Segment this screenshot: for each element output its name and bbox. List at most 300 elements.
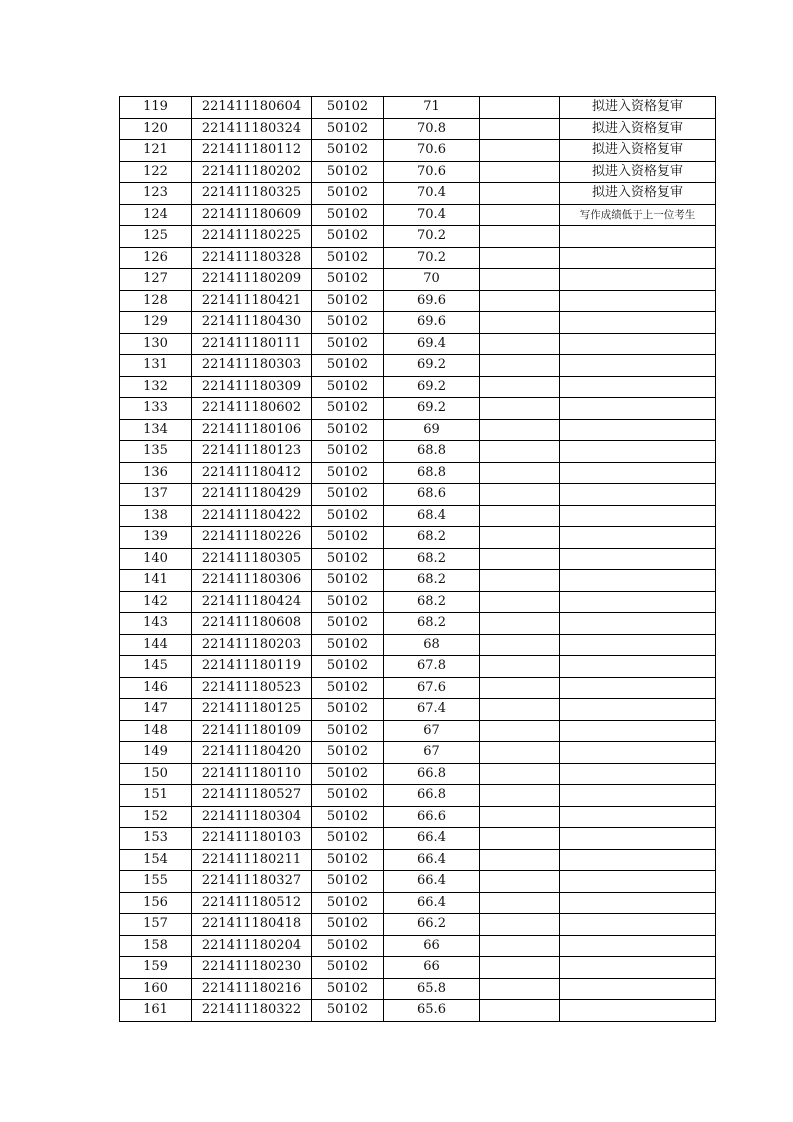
candidate-id-cell: 221411180527 [192,785,312,807]
rank-cell: 138 [120,505,192,527]
candidate-id-cell: 221411180430 [192,312,312,334]
rank-cell: 132 [120,376,192,398]
remark-cell [560,892,716,914]
remark-cell [560,398,716,420]
score-cell: 68 [384,634,480,656]
rank-cell: 152 [120,806,192,828]
blank-cell [480,204,560,226]
blank-cell [480,935,560,957]
candidate-id-cell: 221411180608 [192,613,312,635]
table-row [120,290,716,312]
remark-cell [560,806,716,828]
candidate-id-cell: 221411180421 [192,290,312,312]
table-row [120,570,716,592]
table-row [120,613,716,635]
position-code-cell: 50102 [312,935,384,957]
table-row [120,97,716,119]
candidate-id-cell: 221411180604 [192,97,312,119]
results-table [119,96,716,1022]
score-cell: 70.2 [384,247,480,269]
table-row [120,656,716,678]
score-cell: 68.8 [384,441,480,463]
remark-cell [560,269,716,291]
position-code-cell: 50102 [312,613,384,635]
remark-cell [560,699,716,721]
remark-cell [560,570,716,592]
remark-cell [560,290,716,312]
rank-cell: 123 [120,183,192,205]
blank-cell [480,806,560,828]
candidate-id-cell: 221411180602 [192,398,312,420]
table-row [120,376,716,398]
rank-cell: 144 [120,634,192,656]
score-cell: 70.2 [384,226,480,248]
candidate-id-cell: 221411180306 [192,570,312,592]
remark-cell [560,978,716,1000]
table-row [120,441,716,463]
candidate-id-cell: 221411180422 [192,505,312,527]
table-row [120,720,716,742]
candidate-id-cell: 221411180110 [192,763,312,785]
remark-cell [560,226,716,248]
score-cell: 66.4 [384,871,480,893]
table-row [120,183,716,205]
score-cell: 68.2 [384,570,480,592]
blank-cell [480,441,560,463]
rank-cell: 121 [120,140,192,162]
candidate-id-cell: 221411180203 [192,634,312,656]
candidate-id-cell: 221411180106 [192,419,312,441]
score-cell: 68.2 [384,527,480,549]
blank-cell [480,613,560,635]
remark-cell [560,957,716,979]
rank-cell: 133 [120,398,192,420]
position-code-cell: 50102 [312,118,384,140]
table-row [120,484,716,506]
remark-cell [560,333,716,355]
candidate-id-cell: 221411180209 [192,269,312,291]
rank-cell: 128 [120,290,192,312]
remark-cell [560,849,716,871]
score-cell: 70.6 [384,140,480,162]
remark-cell [560,935,716,957]
candidate-id-cell: 221411180325 [192,183,312,205]
position-code-cell: 50102 [312,204,384,226]
rank-cell: 119 [120,97,192,119]
remark-cell: 拟进入资格复审 [560,97,716,119]
candidate-id-cell: 221411180119 [192,656,312,678]
blank-cell [480,97,560,119]
candidate-id-cell: 221411180303 [192,355,312,377]
score-cell: 66 [384,935,480,957]
position-code-cell: 50102 [312,269,384,291]
candidate-id-cell: 221411180609 [192,204,312,226]
candidate-id-cell: 221411180305 [192,548,312,570]
table-row [120,398,716,420]
rank-cell: 139 [120,527,192,549]
blank-cell [480,720,560,742]
score-cell: 66 [384,957,480,979]
table-row [120,505,716,527]
candidate-id-cell: 221411180103 [192,828,312,850]
score-cell: 68.4 [384,505,480,527]
remark-cell [560,527,716,549]
rank-cell: 146 [120,677,192,699]
position-code-cell: 50102 [312,656,384,678]
position-code-cell: 50102 [312,763,384,785]
position-code-cell: 50102 [312,355,384,377]
score-cell: 66.4 [384,892,480,914]
candidate-id-cell: 221411180216 [192,978,312,1000]
candidate-id-cell: 221411180322 [192,1000,312,1022]
candidate-id-cell: 221411180112 [192,140,312,162]
score-cell: 70.4 [384,204,480,226]
blank-cell [480,355,560,377]
blank-cell [480,312,560,334]
candidate-id-cell: 221411180523 [192,677,312,699]
position-code-cell: 50102 [312,312,384,334]
table-row [120,247,716,269]
table-row [120,333,716,355]
table-row [120,1000,716,1022]
table-row [120,591,716,613]
remark-cell: 拟进入资格复审 [560,118,716,140]
remark-cell [560,1000,716,1022]
blank-cell [480,591,560,613]
blank-cell [480,247,560,269]
score-cell: 68.2 [384,613,480,635]
table-row [120,677,716,699]
position-code-cell: 50102 [312,892,384,914]
score-cell: 70.8 [384,118,480,140]
remark-cell [560,634,716,656]
score-cell: 68.2 [384,548,480,570]
blank-cell [480,505,560,527]
remark-cell [560,613,716,635]
blank-cell [480,118,560,140]
table-row [120,892,716,914]
table-row [120,312,716,334]
rank-cell: 150 [120,763,192,785]
score-cell: 70.6 [384,161,480,183]
blank-cell [480,656,560,678]
score-cell: 70 [384,269,480,291]
candidate-id-cell: 221411180429 [192,484,312,506]
rank-cell: 134 [120,419,192,441]
position-code-cell: 50102 [312,140,384,162]
table-row [120,462,716,484]
blank-cell [480,634,560,656]
rank-cell: 130 [120,333,192,355]
score-cell: 67.4 [384,699,480,721]
score-cell: 69.2 [384,376,480,398]
score-cell: 68.2 [384,591,480,613]
rank-cell: 148 [120,720,192,742]
score-cell: 66.8 [384,785,480,807]
candidate-id-cell: 221411180309 [192,376,312,398]
score-cell: 67 [384,720,480,742]
rank-cell: 126 [120,247,192,269]
rank-cell: 131 [120,355,192,377]
rank-cell: 149 [120,742,192,764]
remark-cell [560,247,716,269]
position-code-cell: 50102 [312,720,384,742]
score-cell: 71 [384,97,480,119]
blank-cell [480,871,560,893]
blank-cell [480,957,560,979]
score-cell: 66.8 [384,763,480,785]
remark-cell [560,591,716,613]
score-cell: 69.2 [384,398,480,420]
position-code-cell: 50102 [312,484,384,506]
blank-cell [480,527,560,549]
candidate-id-cell: 221411180324 [192,118,312,140]
position-code-cell: 50102 [312,462,384,484]
score-cell: 67.6 [384,677,480,699]
score-cell: 69.6 [384,290,480,312]
blank-cell [480,570,560,592]
blank-cell [480,376,560,398]
table-row [120,419,716,441]
table-row [120,634,716,656]
rank-cell: 142 [120,591,192,613]
score-cell: 68.8 [384,462,480,484]
blank-cell [480,914,560,936]
rank-cell: 122 [120,161,192,183]
position-code-cell: 50102 [312,226,384,248]
position-code-cell: 50102 [312,699,384,721]
table-row [120,269,716,291]
position-code-cell: 50102 [312,742,384,764]
remark-cell: 写作成绩低于上一位考生 [560,204,716,226]
rank-cell: 129 [120,312,192,334]
table-row [120,226,716,248]
blank-cell [480,548,560,570]
blank-cell [480,763,560,785]
rank-cell: 127 [120,269,192,291]
remark-cell [560,505,716,527]
remark-cell [560,355,716,377]
position-code-cell: 50102 [312,290,384,312]
rank-cell: 157 [120,914,192,936]
score-cell: 70.4 [384,183,480,205]
position-code-cell: 50102 [312,419,384,441]
blank-cell [480,892,560,914]
score-cell: 66.6 [384,806,480,828]
blank-cell [480,290,560,312]
candidate-id-cell: 221411180420 [192,742,312,764]
candidate-id-cell: 221411180204 [192,935,312,957]
rank-cell: 156 [120,892,192,914]
position-code-cell: 50102 [312,570,384,592]
candidate-id-cell: 221411180202 [192,161,312,183]
blank-cell [480,677,560,699]
table-row [120,785,716,807]
candidate-id-cell: 221411180230 [192,957,312,979]
position-code-cell: 50102 [312,828,384,850]
table-row [120,699,716,721]
table-row [120,763,716,785]
remark-cell [560,312,716,334]
position-code-cell: 50102 [312,677,384,699]
rank-cell: 147 [120,699,192,721]
position-code-cell: 50102 [312,398,384,420]
position-code-cell: 50102 [312,914,384,936]
candidate-id-cell: 221411180109 [192,720,312,742]
remark-cell [560,720,716,742]
rank-cell: 136 [120,462,192,484]
remark-cell [560,785,716,807]
rank-cell: 124 [120,204,192,226]
candidate-id-cell: 221411180123 [192,441,312,463]
table-row [120,161,716,183]
blank-cell [480,742,560,764]
table-row [120,204,716,226]
remark-cell [560,763,716,785]
table-row [120,806,716,828]
position-code-cell: 50102 [312,505,384,527]
blank-cell [480,1000,560,1022]
remark-cell [560,871,716,893]
score-cell: 66.4 [384,849,480,871]
rank-cell: 160 [120,978,192,1000]
rank-cell: 153 [120,828,192,850]
blank-cell [480,978,560,1000]
score-cell: 69.6 [384,312,480,334]
table-row [120,849,716,871]
score-cell: 67.8 [384,656,480,678]
table-row [120,548,716,570]
blank-cell [480,398,560,420]
blank-cell [480,183,560,205]
score-cell: 68.6 [384,484,480,506]
candidate-id-cell: 221411180512 [192,892,312,914]
candidate-id-cell: 221411180304 [192,806,312,828]
blank-cell [480,161,560,183]
blank-cell [480,828,560,850]
position-code-cell: 50102 [312,441,384,463]
table-row [120,935,716,957]
position-code-cell: 50102 [312,871,384,893]
table-row [120,957,716,979]
rank-cell: 158 [120,935,192,957]
rank-cell: 143 [120,613,192,635]
blank-cell [480,484,560,506]
remark-cell [560,441,716,463]
candidate-id-cell: 221411180328 [192,247,312,269]
remark-cell [560,914,716,936]
blank-cell [480,269,560,291]
position-code-cell: 50102 [312,161,384,183]
rank-cell: 125 [120,226,192,248]
rank-cell: 145 [120,656,192,678]
score-cell: 66.4 [384,828,480,850]
table-row [120,978,716,1000]
score-cell: 66.2 [384,914,480,936]
blank-cell [480,226,560,248]
score-cell: 67 [384,742,480,764]
table-row [120,914,716,936]
candidate-id-cell: 221411180412 [192,462,312,484]
position-code-cell: 50102 [312,1000,384,1022]
position-code-cell: 50102 [312,849,384,871]
table-row [120,140,716,162]
position-code-cell: 50102 [312,548,384,570]
position-code-cell: 50102 [312,527,384,549]
score-cell: 69.4 [384,333,480,355]
table-row [120,355,716,377]
score-cell: 65.8 [384,978,480,1000]
table-row [120,527,716,549]
position-code-cell: 50102 [312,183,384,205]
score-cell: 69.2 [384,355,480,377]
rank-cell: 137 [120,484,192,506]
score-cell: 69 [384,419,480,441]
rank-cell: 159 [120,957,192,979]
remark-cell: 拟进入资格复审 [560,161,716,183]
table-row [120,871,716,893]
blank-cell [480,699,560,721]
table-row [120,828,716,850]
candidate-id-cell: 221411180418 [192,914,312,936]
candidate-id-cell: 221411180424 [192,591,312,613]
score-cell: 65.6 [384,1000,480,1022]
candidate-id-cell: 221411180327 [192,871,312,893]
position-code-cell: 50102 [312,333,384,355]
remark-cell: 拟进入资格复审 [560,140,716,162]
rank-cell: 135 [120,441,192,463]
remark-cell [560,548,716,570]
table-row [120,118,716,140]
blank-cell [480,785,560,807]
rank-cell: 140 [120,548,192,570]
rank-cell: 161 [120,1000,192,1022]
position-code-cell: 50102 [312,806,384,828]
remark-cell [560,376,716,398]
candidate-id-cell: 221411180225 [192,226,312,248]
remark-cell [560,462,716,484]
position-code-cell: 50102 [312,591,384,613]
rank-cell: 155 [120,871,192,893]
rank-cell: 151 [120,785,192,807]
position-code-cell: 50102 [312,634,384,656]
blank-cell [480,140,560,162]
blank-cell [480,419,560,441]
blank-cell [480,462,560,484]
remark-cell [560,828,716,850]
position-code-cell: 50102 [312,957,384,979]
remark-cell [560,677,716,699]
rank-cell: 154 [120,849,192,871]
remark-cell [560,742,716,764]
remark-cell [560,419,716,441]
candidate-id-cell: 221411180211 [192,849,312,871]
blank-cell [480,849,560,871]
position-code-cell: 50102 [312,978,384,1000]
candidate-id-cell: 221411180111 [192,333,312,355]
table-row [120,742,716,764]
position-code-cell: 50102 [312,97,384,119]
position-code-cell: 50102 [312,785,384,807]
rank-cell: 120 [120,118,192,140]
rank-cell: 141 [120,570,192,592]
candidate-id-cell: 221411180226 [192,527,312,549]
remark-cell: 拟进入资格复审 [560,183,716,205]
results-body [120,97,716,1022]
position-code-cell: 50102 [312,376,384,398]
candidate-id-cell: 221411180125 [192,699,312,721]
position-code-cell: 50102 [312,247,384,269]
